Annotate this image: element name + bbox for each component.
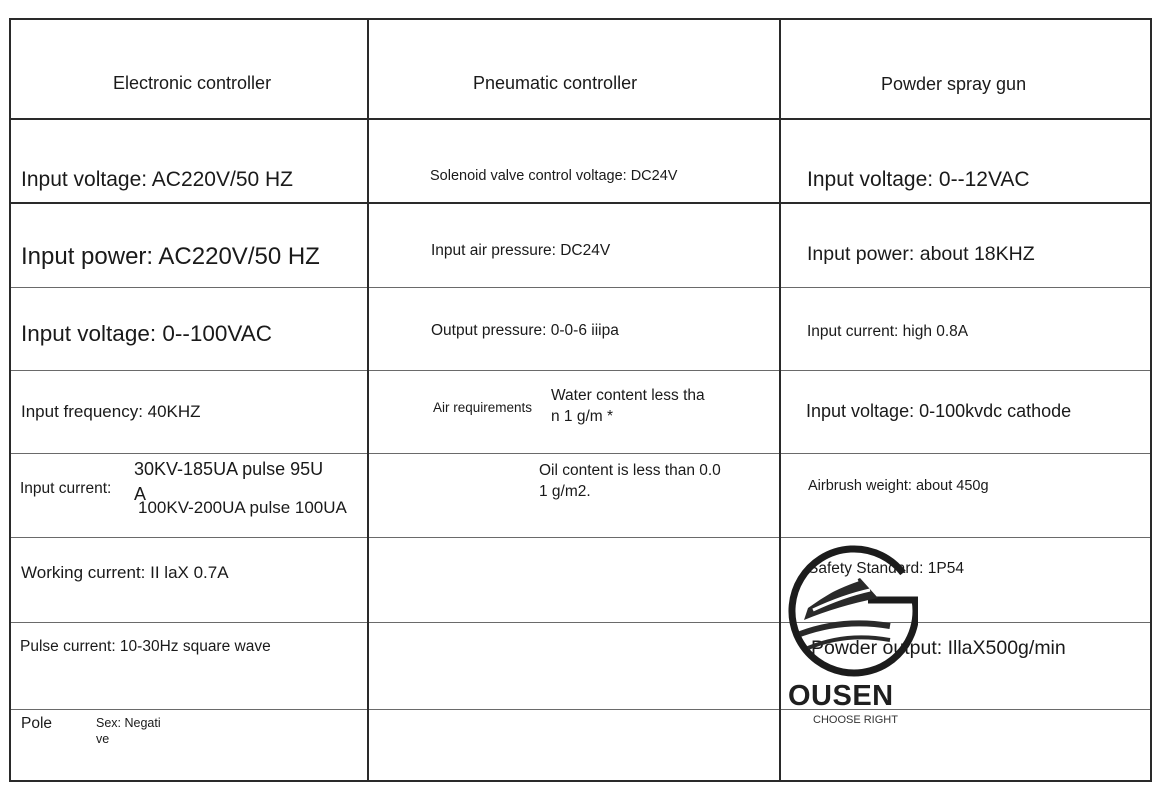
row-divider (9, 622, 1152, 623)
pneumatic-water-content-wrap: n 1 g/m * (551, 408, 614, 425)
pneumatic-oil-content: Oil content is less than 0.0 (539, 462, 721, 479)
electronic-pole-label: Pole (21, 715, 53, 732)
header-powder-spray-gun: Powder spray gun (881, 74, 1027, 94)
row-divider (9, 709, 1152, 710)
pneumatic-output-pressure: Output pressure: 0-0-6 iiipa (431, 322, 619, 339)
table-border-bottom (9, 780, 1152, 782)
row-divider (9, 453, 1152, 454)
gun-safety-standard: Safety Standard: 1P54 (808, 560, 964, 577)
pneumatic-air-requirements-label: Air requirements (433, 400, 533, 415)
header-pneumatic-controller: Pneumatic controller (473, 73, 638, 93)
gun-input-voltage-kv: Input voltage: 0-100kvdc cathode (806, 401, 1072, 421)
logo-tagline: CHOOSE RIGHT (813, 714, 898, 726)
gun-input-voltage: Input voltage: 0--12VAC (807, 168, 1030, 191)
electronic-input-current-label: Input current: (20, 480, 112, 497)
gun-airbrush-weight: Airbrush weight: about 450g (808, 478, 989, 494)
table-border-right (1150, 18, 1152, 781)
gun-input-power: Input power: about 18KHZ (807, 243, 1035, 265)
electronic-pulse-current: Pulse current: 10-30Hz square wave (20, 638, 271, 655)
gun-input-current: Input current: high 0.8A (807, 323, 969, 340)
electronic-input-current-line2: 100KV-200UA pulse 100UA (138, 498, 347, 517)
table-border-left (9, 18, 11, 781)
electronic-pole-value: Sex: Negati (96, 716, 161, 730)
electronic-input-voltage-range: Input voltage: 0--100VAC (21, 321, 272, 346)
column-divider (367, 18, 369, 781)
header-electronic-controller: Electronic controller (113, 73, 272, 93)
gun-powder-output: Powder output: IllaX500g/min (811, 637, 1066, 659)
pneumatic-oil-content-wrap: 1 g/m2. (539, 483, 591, 500)
row-divider (9, 537, 1152, 538)
electronic-input-power: Input power: AC220V/50 HZ (21, 243, 320, 270)
electronic-working-current: Working current: II laX 0.7A (21, 563, 229, 582)
row-divider (9, 202, 1152, 204)
pneumatic-input-air-pressure: Input air pressure: DC24V (431, 242, 611, 259)
electronic-pole-value-wrap: ve (96, 732, 110, 746)
pneumatic-solenoid-voltage: Solenoid valve control voltage: DC24V (430, 168, 678, 184)
header-divider (9, 118, 1152, 120)
row-divider (9, 287, 1152, 288)
electronic-input-current-line1b: A (134, 484, 147, 504)
table-border-top (9, 18, 1152, 20)
logo-wordmark: OUSEN (788, 680, 894, 712)
electronic-input-frequency: Input frequency: 40KHZ (21, 402, 201, 421)
electronic-input-current-line1: 30KV-185UA pulse 95U (134, 459, 324, 479)
row-divider (9, 370, 1152, 371)
electronic-input-voltage: Input voltage: AC220V/50 HZ (21, 168, 294, 191)
pneumatic-water-content: Water content less tha (551, 387, 705, 404)
